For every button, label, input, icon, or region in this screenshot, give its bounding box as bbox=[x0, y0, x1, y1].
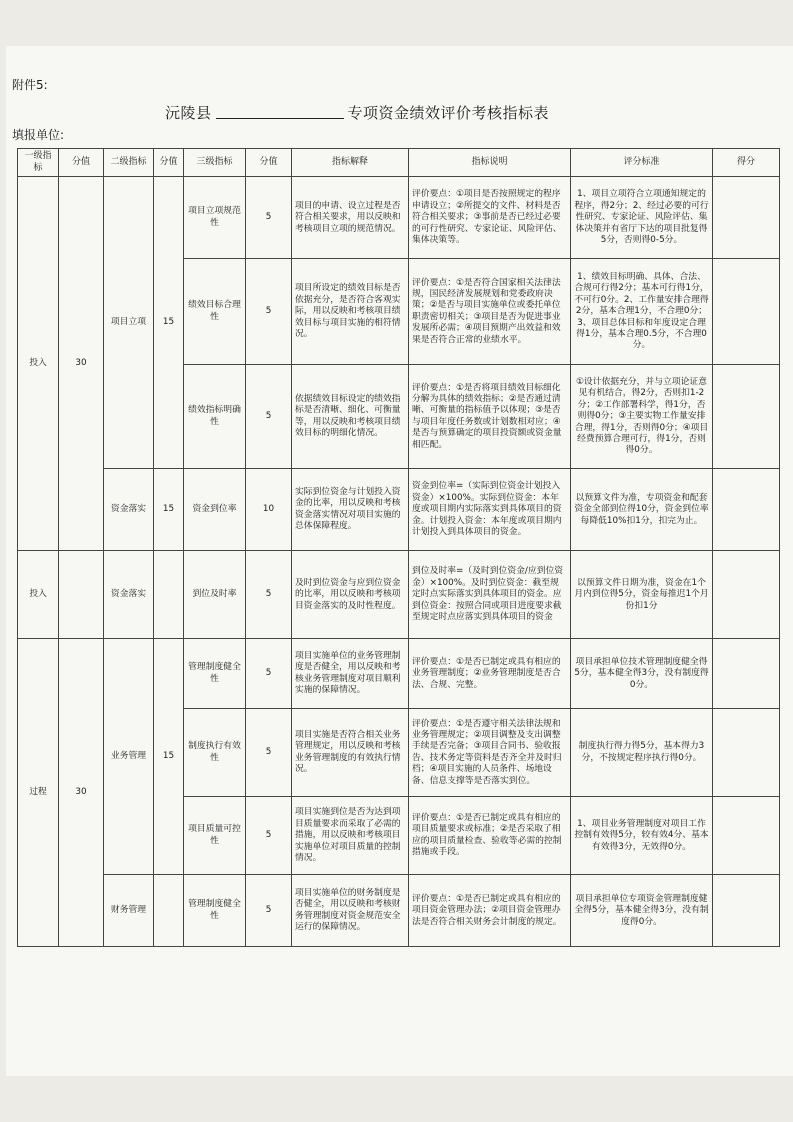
score-input-cell[interactable] bbox=[713, 259, 780, 365]
table-row bbox=[18, 551, 780, 639]
level2-score bbox=[154, 551, 184, 639]
level3-score: 5 bbox=[246, 797, 292, 875]
level3-score: 5 bbox=[246, 639, 292, 709]
level3-cell: 项目质量可控性 bbox=[184, 797, 246, 875]
col-header: 分值 bbox=[154, 149, 184, 177]
col-header: 三级指标 bbox=[184, 149, 246, 177]
score-input-cell[interactable] bbox=[713, 875, 780, 947]
level2-score bbox=[154, 875, 184, 947]
fill-unit-label: 填报单位: bbox=[12, 128, 65, 142]
level3-cell: 绩效目标合理性 bbox=[184, 259, 246, 365]
document-title bbox=[165, 102, 549, 123]
level1-cell: 投入 bbox=[18, 177, 59, 551]
standard-cell: 以预算文件为准，专项资金和配套资金全部到位得10分，资金到位率每降低10%扣1分，扣完为止。 bbox=[571, 469, 713, 551]
standard-cell: 制度执行得力得5分，基本得力3分，不按规定程序执行得0分。 bbox=[571, 709, 713, 797]
explain-cell: 及时到位资金与应到位资金的比率，用以反映和考核项目资金落实的及时性程度。 bbox=[292, 551, 409, 639]
explain-cell: 项目实施是否符合相关业务管理规定，用以反映和考核业务管理制度的有效执行情况。 bbox=[292, 709, 409, 797]
explain-cell: 项目实施单位的业务管理制度是否健全，用以反映和考核业务管理制度对项目顺利实施的保障情况。 bbox=[292, 639, 409, 709]
level3-cell: 项目立项规范性 bbox=[184, 177, 246, 259]
explain-cell: 依据绩效目标设定的绩效指标是否清晰、细化、可衡量等，用以反映和考核项目绩效目标的明细化情况。 bbox=[292, 365, 409, 469]
score-input-cell[interactable] bbox=[713, 469, 780, 551]
level3-score: 5 bbox=[246, 875, 292, 947]
level2-score: 15 bbox=[154, 639, 184, 875]
score-input-cell[interactable] bbox=[713, 797, 780, 875]
score-input-cell[interactable] bbox=[713, 365, 780, 469]
level2-cell: 业务管理 bbox=[104, 639, 154, 875]
level3-cell: 制度执行有效性 bbox=[184, 709, 246, 797]
standard-cell: 1、绩效目标明确、具体、合法、合规可行得2分；基本可行得1分，不可行0分。2、工作量安排合理得2分，基本合理1分，不合理0分；3、项目总体目标和年度设定合理得1分，基本合理0.5分，不合理0分。 bbox=[571, 259, 713, 365]
desc-cell: 评价要点：①项目是否按照规定的程序申请设立；②所提交的文件、材料是否符合相关要求；③事前是否已经过必要的可行性研究、专家论证、风险评估、集体决策等。 bbox=[409, 177, 571, 259]
level3-cell: 绩效指标明确性 bbox=[184, 365, 246, 469]
level1-score: 30 bbox=[59, 639, 104, 947]
level1-cell: 过程 bbox=[18, 639, 59, 947]
desc-cell: 评价要点：①是否符合国家相关法律法规，国民经济发展规划和党委政府决策；②是否与项目实施单位或委托单位职责密切相关；③项目是否为促进事业发展所必需；④项目预期产出效益和效果是否符合正常的业绩水平。 bbox=[409, 259, 571, 365]
level3-cell: 管理制度健全性 bbox=[184, 639, 246, 709]
level2-score: 15 bbox=[154, 469, 184, 551]
table-row bbox=[18, 469, 780, 551]
standard-cell: 项目承担单位技术管理制度健全得5分，基本健全得3分，没有制度得0分。 bbox=[571, 639, 713, 709]
level3-score: 5 bbox=[246, 365, 292, 469]
title-blank-line bbox=[216, 104, 344, 119]
table-row bbox=[18, 639, 780, 709]
level1-score bbox=[59, 551, 104, 639]
indicator-table bbox=[17, 148, 780, 947]
col-header: 评分标准 bbox=[571, 149, 713, 177]
level2-score: 15 bbox=[154, 177, 184, 469]
level3-score: 10 bbox=[246, 469, 292, 551]
score-input-cell[interactable] bbox=[713, 177, 780, 259]
table-row bbox=[18, 177, 780, 259]
col-header: 二级指标 bbox=[104, 149, 154, 177]
standard-cell: 项目承担单位专项资金管理制度健全得5分，基本健全得3分，没有制度得0分。 bbox=[571, 875, 713, 947]
standard-cell: 1、项目立项符合立项通知规定的程序，得2分；2、经过必要的可行性研究、专家论证、风险评估、集体决策并有省厅下达的项目批复得5分，否则得0-5分。 bbox=[571, 177, 713, 259]
desc-cell: 评价要点：①是否已制定或具有相应的业务管理制度；②业务管理制度是否合法、合规、完整。 bbox=[409, 639, 571, 709]
col-header: 指标说明 bbox=[409, 149, 571, 177]
level3-cell: 资金到位率 bbox=[184, 469, 246, 551]
title-suffix: 专项资金绩效评价考核指标表 bbox=[347, 104, 550, 122]
explain-cell: 实际到位资金与计划投入资金的比率，用以反映和考核资金落实情况对项目实施的总体保障程度。 bbox=[292, 469, 409, 551]
level3-score: 5 bbox=[246, 709, 292, 797]
explain-cell: 项目实施单位的财务制度是否健全，用以反映和考核财务管理制度对资金规范安全运行的保障情况。 bbox=[292, 875, 409, 947]
level1-cell: 投入 bbox=[18, 551, 59, 639]
level2-cell: 财务管理 bbox=[104, 875, 154, 947]
attachment-label: 附件5: bbox=[12, 78, 48, 92]
standard-cell: 1、项目业务管理制度对项目工作控制有效得5分，较有效4分、基本有效得3分，无效得0分。 bbox=[571, 797, 713, 875]
level1-score: 30 bbox=[59, 177, 104, 551]
desc-cell: 评价要点：①是否已制定或具有相应的项目资金管理办法；②项目资金管理办法是否符合相关财务会计制度的规定。 bbox=[409, 875, 571, 947]
level2-cell: 资金落实 bbox=[104, 469, 154, 551]
level3-score: 5 bbox=[246, 259, 292, 365]
col-header: 一级指标 bbox=[18, 149, 59, 177]
desc-cell: 到位及时率=（及时到位资金/应到位资金）×100%。及时到位资金：截至规定时点实际落实到具体项目的资金。应到位资金：按照合同或项目进度要求截至规定时点应落实到具体项目的资金 bbox=[409, 551, 571, 639]
desc-cell: 资金到位率=（实际到位资金计划投入资金）×100%。实际到位资金：本年度或项目期内实际落实到具体项目的资金。计划投入资金：本年度或项目期内计划投入到具体项目的资金。 bbox=[409, 469, 571, 551]
col-header: 得分 bbox=[713, 149, 780, 177]
explain-cell: 项目实施到位是否为达到项目质量要求而采取了必需的措施，用以反映和考核项目实施单位对项目质量的控制情况。 bbox=[292, 797, 409, 875]
level3-score: 5 bbox=[246, 551, 292, 639]
col-header: 分值 bbox=[246, 149, 292, 177]
desc-cell: 评价要点：①是否将项目绩效目标细化分解为具体的绩效指标；②是否通过清晰、可衡量的指标值予以体现；③是否与项目年度任务数或计划数相对应；④是否与预算确定的项目投资额或资金量相匹配。 bbox=[409, 365, 571, 469]
col-header: 分值 bbox=[59, 149, 104, 177]
table-row bbox=[18, 875, 780, 947]
level3-cell: 管理制度健全性 bbox=[184, 875, 246, 947]
standard-cell: 以预算文件日期为准，资金在1个月内到位得5分，资金每推迟1个月份扣1分 bbox=[571, 551, 713, 639]
explain-cell: 项目所设定的绩效目标是否依据充分，是否符合客观实际，用以反映和考核项目绩效目标与项目实施的相符情况。 bbox=[292, 259, 409, 365]
score-input-cell[interactable] bbox=[713, 709, 780, 797]
desc-cell: 评价要点：①是否已制定或具有相应的项目质量要求或标准；②是否采取了相应的项目质量检查、验收等必需的控制措施或手段。 bbox=[409, 797, 571, 875]
level3-cell: 到位及时率 bbox=[184, 551, 246, 639]
standard-cell: ①设计依据充分，并与立项论证意见有机结合，得2分，否则扣1-2分；②工作部署科学，得1分，否则得0分；③主要实物工作量安排合理，得1分，否则得0分；④项目经费预算合理可行，得1分，否则得0分。 bbox=[571, 365, 713, 469]
level2-cell: 项目立项 bbox=[104, 177, 154, 469]
score-input-cell[interactable] bbox=[713, 551, 780, 639]
explain-cell: 项目的申请、设立过程是否符合相关要求，用以反映和考核项目立项的规范情况。 bbox=[292, 177, 409, 259]
table-header-row bbox=[18, 149, 780, 177]
col-header: 指标解释 bbox=[292, 149, 409, 177]
level2-cell: 资金落实 bbox=[104, 551, 154, 639]
level3-score: 5 bbox=[246, 177, 292, 259]
score-input-cell[interactable] bbox=[713, 639, 780, 709]
county-name: 沅陵县 bbox=[165, 104, 212, 122]
desc-cell: 评价要点：①是否遵守相关法律法规和业务管理规定；②项目调整及支出调整手续是否完备；③项目合同书、验收报告、技术务定等资料是否齐全并及时归档；④项目实施的人员条件、场地设备、信息支撑等是否落实到位。 bbox=[409, 709, 571, 797]
